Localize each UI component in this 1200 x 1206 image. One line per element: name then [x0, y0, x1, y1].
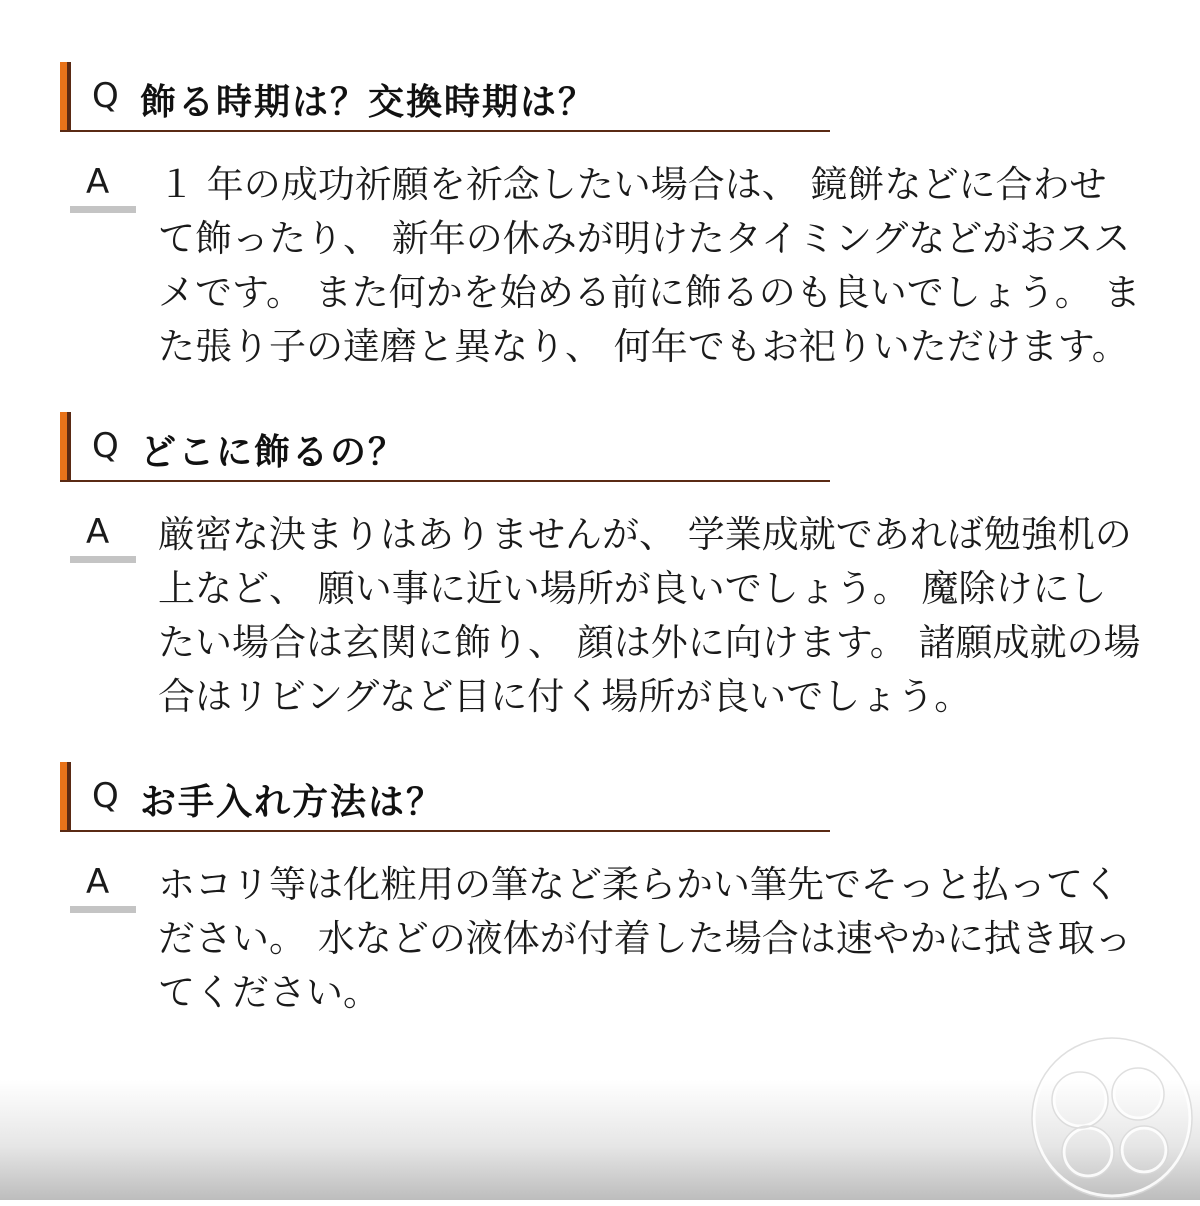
question-marker: Q — [92, 426, 119, 466]
question-accent-bar — [60, 62, 67, 130]
question-text: 飾る時期は？交換時期は？ — [140, 82, 597, 123]
answer-marker-underline — [70, 556, 136, 563]
faq-answer-3: ホコリ等は化粧用の筆など柔らかい筆先でそっと払ってください。 水などの液体が付着した場合は速やかに拭き取ってください。 — [158, 863, 1132, 1014]
faq-question-1 — [60, 62, 830, 132]
answer-marker: A — [86, 512, 110, 552]
answer-marker-underline — [70, 906, 136, 913]
faq-question-3 — [60, 762, 830, 832]
question-text: どこに飾るの？ — [140, 432, 407, 473]
question-marker: Q — [92, 776, 119, 816]
faq-answer-1: １ 年の成功祈願を祈念したい場合は、 鏡餅などに合わせて飾ったり、 新年の休みが明けたタイミングなどがおススメです。 また何かを始める前に飾るのも良いでしょう。 また張り子の達磨と異なり、 何年でもお祀りいただけます。 — [158, 163, 1141, 368]
question-text: お手入れ方法は？ — [140, 782, 445, 823]
question-accent-bar — [60, 412, 67, 480]
question-accent-bar-dark — [67, 762, 71, 830]
faq-answer-2: 厳密な決まりはありませんが、 学業成就であれば勉強机の上など、 願い事に近い場所が良いでしょう。 魔除けにしたい場合は玄関に飾り、 顔は外に向けます。 諸願成就の場合はリビングなど目に付く場所が良いでしょう。 — [158, 513, 1141, 718]
question-accent-bar — [60, 762, 67, 830]
question-marker: Q — [92, 76, 119, 116]
answer-marker: A — [86, 862, 110, 902]
daruma-logo-icon — [1020, 1022, 1200, 1206]
answer-marker-underline — [70, 206, 136, 213]
question-accent-bar-dark — [67, 412, 71, 480]
question-accent-bar-dark — [67, 62, 71, 130]
faq-question-2 — [60, 412, 830, 482]
answer-marker: A — [86, 162, 110, 202]
